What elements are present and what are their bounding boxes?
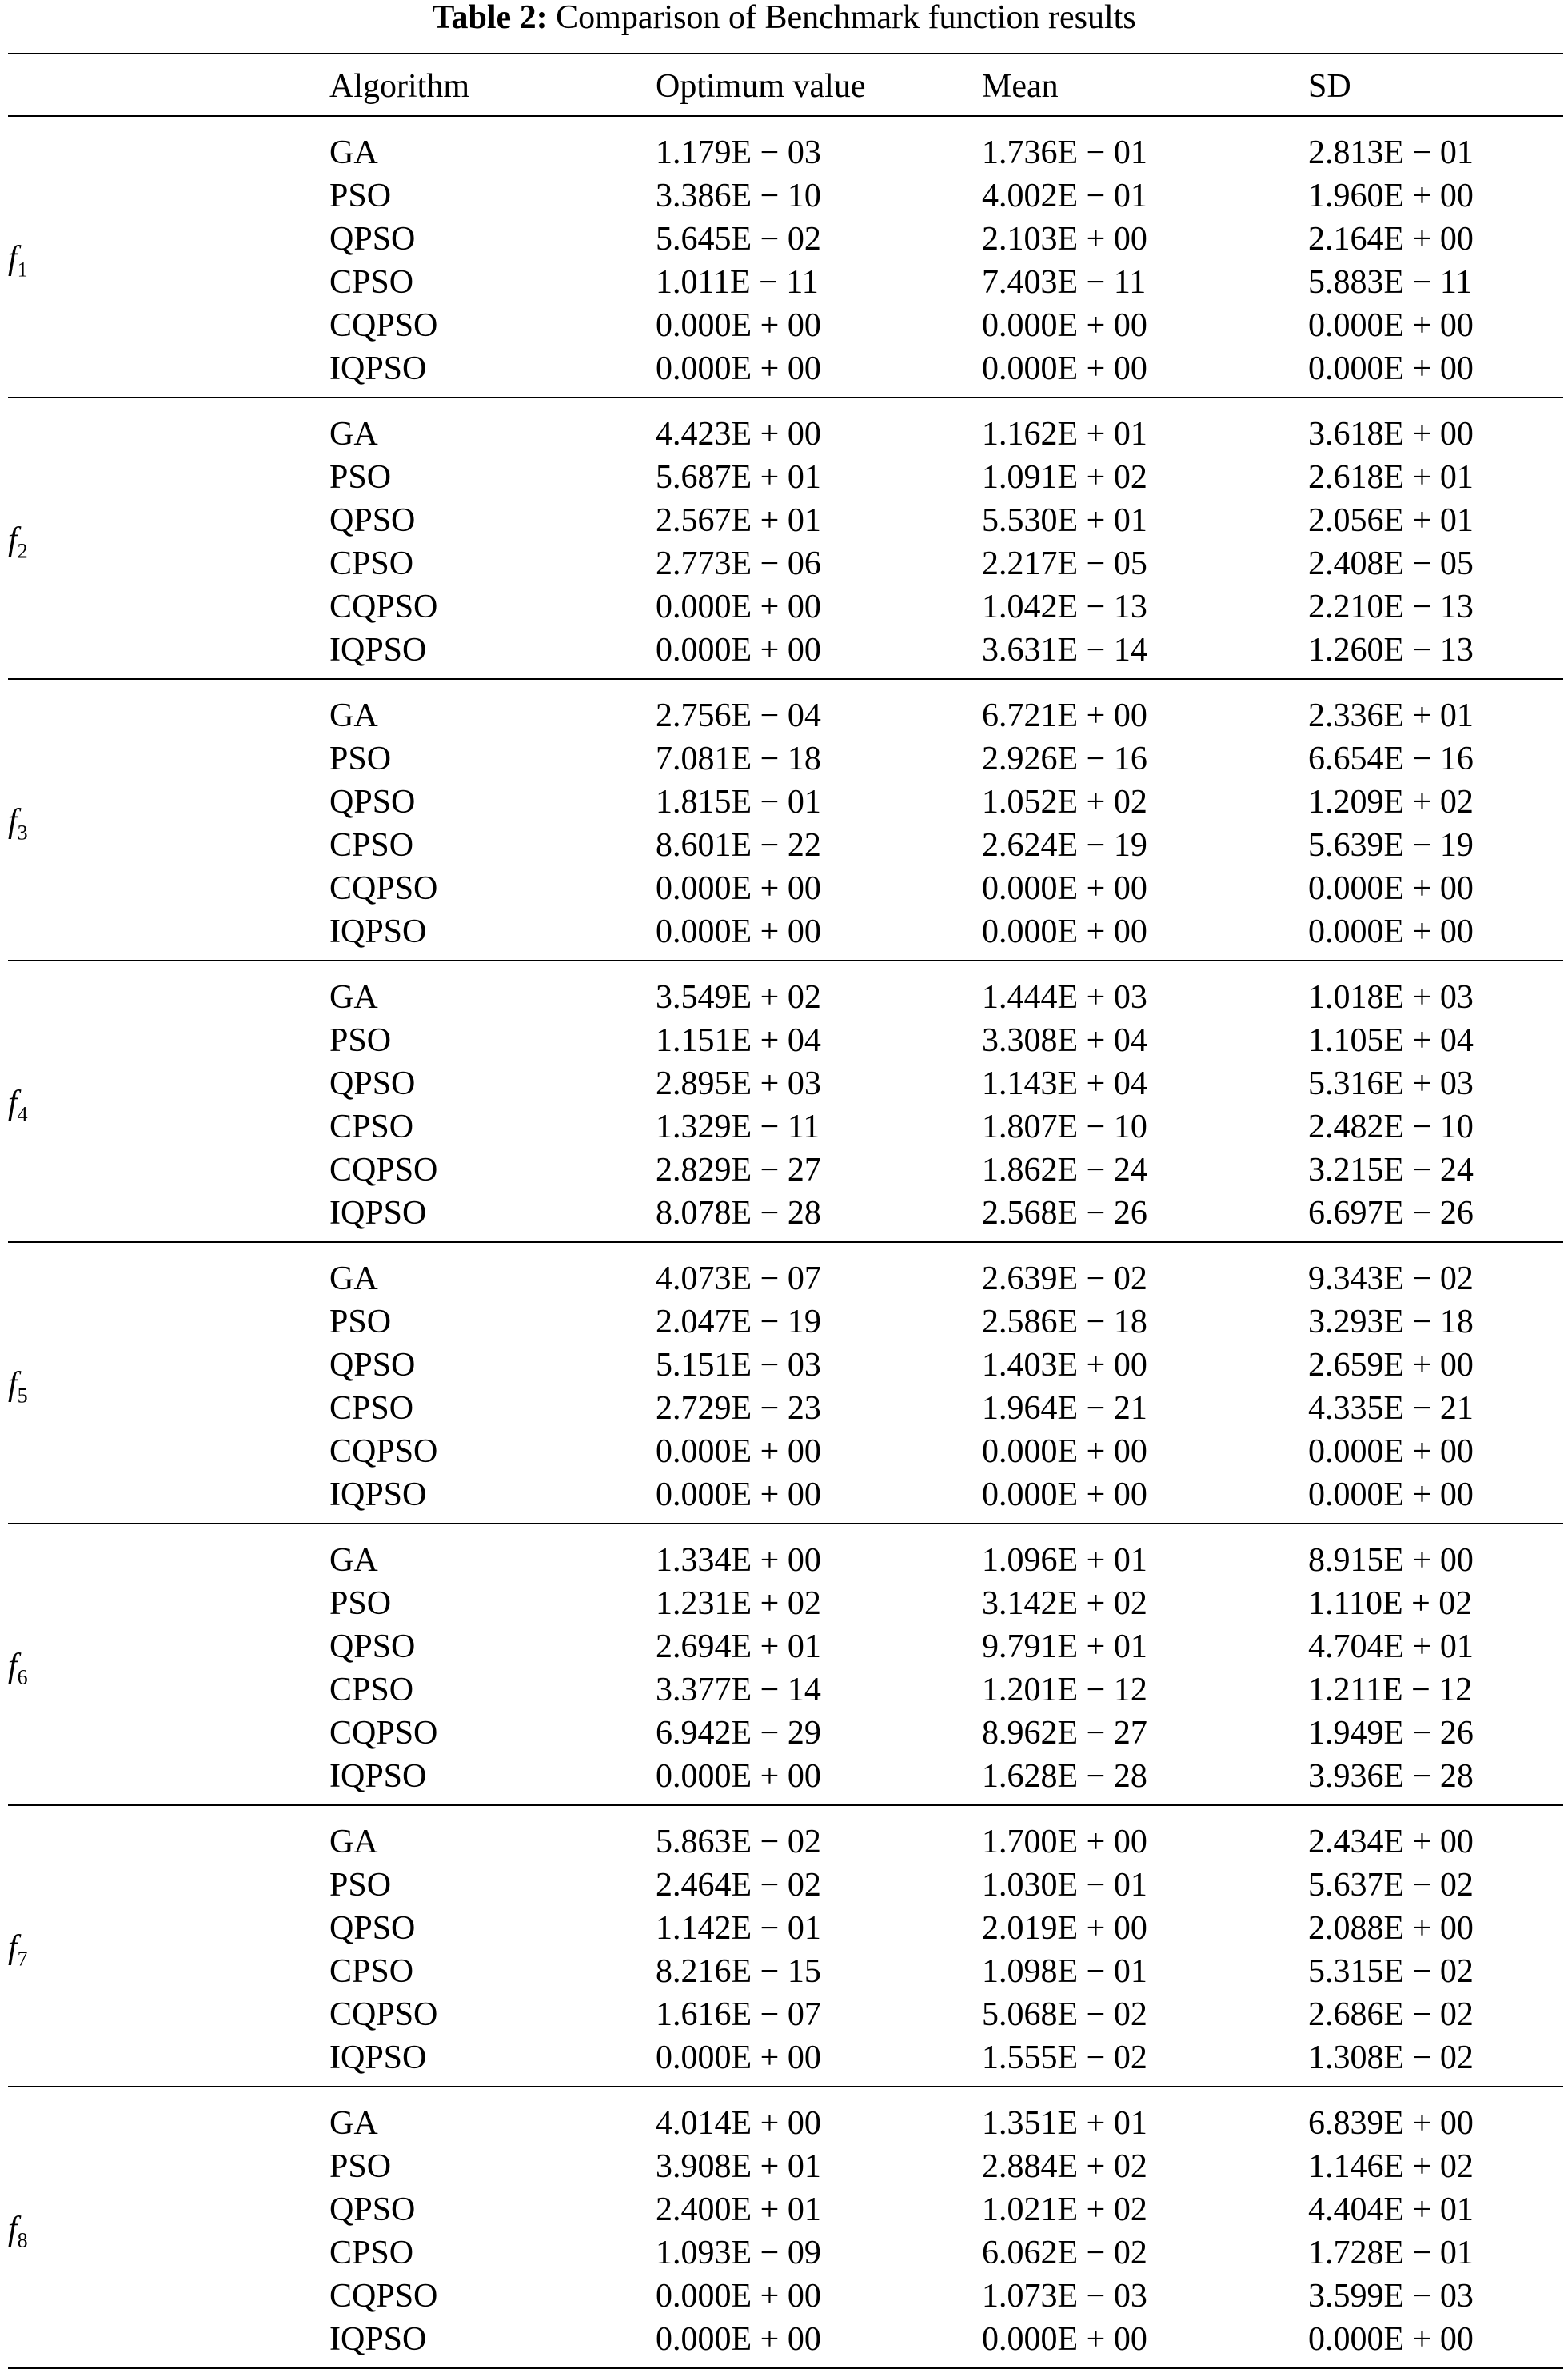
function-subscript: 6: [17, 1665, 28, 1689]
algorithm-cell: CQPSO: [329, 1152, 438, 1188]
mean-cell: 1.862E − 24: [982, 1152, 1147, 1188]
algorithm-cell: IQPSO: [329, 2321, 427, 2358]
sd-cell: 0.000E + 00: [1308, 870, 1474, 907]
optimum-value-cell: 1.093E − 09: [656, 2235, 821, 2271]
mean-cell: 1.042E − 13: [982, 589, 1147, 625]
algorithm-cell: CPSO: [329, 827, 414, 864]
header-row: [8, 54, 1563, 116]
sd-cell: 2.434E + 00: [1308, 1824, 1474, 1860]
mean-cell: 0.000E + 00: [982, 2321, 1147, 2358]
sd-cell: 1.211E − 12: [1308, 1672, 1473, 1708]
sd-cell: 3.936E − 28: [1308, 1758, 1474, 1795]
function-label-cell: [8, 1805, 329, 2087]
mean-cell: 1.030E − 01: [982, 1867, 1147, 1904]
optimum-value-cell: 0.000E + 00: [656, 632, 821, 669]
sd-cell: 2.659E + 00: [1308, 1347, 1474, 1384]
optimum-value-cell: 5.645E − 02: [656, 221, 821, 258]
mean-cell: 1.444E + 03: [982, 979, 1147, 1016]
header-sd: SD: [1308, 54, 1563, 116]
sd-cell: 2.336E + 01: [1308, 697, 1474, 734]
function-name: f: [8, 1084, 18, 1121]
table-row: [8, 2087, 1563, 2145]
sd-cell: 3.293E − 18: [1308, 1304, 1474, 1340]
optimum-value-cell: 2.464E − 02: [656, 1867, 821, 1904]
mean-cell: 2.103E + 00: [982, 221, 1147, 258]
sd-cell: 5.316E + 03: [1308, 1065, 1474, 1102]
function-label-cell: [8, 1524, 329, 1805]
mean-cell: 0.000E + 00: [982, 1433, 1147, 1470]
algorithm-cell: GA: [329, 1542, 378, 1579]
function-name: f: [8, 239, 18, 277]
mean-cell: 1.351E + 01: [982, 2105, 1147, 2142]
algorithm-cell: PSO: [329, 459, 392, 496]
mean-cell: 3.142E + 02: [982, 1585, 1147, 1622]
algorithm-cell: CQPSO: [329, 1996, 438, 2033]
sd-cell: 1.308E − 02: [1308, 2039, 1474, 2076]
algorithm-cell: IQPSO: [329, 350, 427, 387]
algorithm-cell: IQPSO: [329, 1476, 427, 1513]
mean-cell: 2.926E − 16: [982, 741, 1147, 777]
optimum-value-cell: 1.616E − 07: [656, 1996, 821, 2033]
optimum-value-cell: 1.815E − 01: [656, 784, 821, 821]
optimum-value-cell: 2.694E + 01: [656, 1628, 821, 1665]
function-label-cell: [8, 116, 329, 397]
mean-cell: 1.736E − 01: [982, 134, 1147, 171]
algorithm-cell: QPSO: [329, 221, 416, 258]
optimum-value-cell: 7.081E − 18: [656, 741, 821, 777]
function-subscript: 8: [17, 2228, 28, 2252]
function-name: f: [8, 2210, 18, 2247]
mean-cell: 2.217E − 05: [982, 545, 1147, 582]
table-row: [8, 116, 1563, 174]
algorithm-cell: GA: [329, 697, 378, 734]
header-mean: Mean: [982, 54, 1308, 116]
sd-cell: 2.056E + 01: [1308, 502, 1474, 539]
optimum-value-cell: 1.231E + 02: [656, 1585, 821, 1622]
mean-cell: 1.555E − 02: [982, 2039, 1147, 2076]
function-name: f: [8, 1365, 18, 1403]
sd-cell: 1.260E − 13: [1308, 632, 1474, 669]
algorithm-cell: PSO: [329, 741, 392, 777]
mean-cell: 6.721E + 00: [982, 697, 1147, 734]
mean-cell: 2.884E + 02: [982, 2148, 1147, 2185]
table-row: [8, 1524, 1563, 1582]
algorithm-cell: QPSO: [329, 1065, 416, 1102]
algorithm-cell: PSO: [329, 1304, 392, 1340]
mean-cell: 1.096E + 01: [982, 1542, 1147, 1579]
algorithm-cell: CPSO: [329, 264, 414, 301]
mean-cell: 1.052E + 02: [982, 784, 1147, 821]
sd-cell: 1.105E + 04: [1308, 1022, 1474, 1059]
function-subscript: 3: [17, 821, 28, 845]
optimum-value-cell: 5.151E − 03: [656, 1347, 821, 1384]
sd-cell: 9.343E − 02: [1308, 1260, 1474, 1297]
algorithm-cell: GA: [329, 134, 378, 171]
mean-cell: 0.000E + 00: [982, 870, 1147, 907]
algorithm-cell: CPSO: [329, 1672, 414, 1708]
algorithm-cell: PSO: [329, 1867, 392, 1904]
sd-cell: 8.915E + 00: [1308, 1542, 1474, 1579]
optimum-value-cell: 3.377E − 14: [656, 1672, 821, 1708]
sd-cell: 1.949E − 26: [1308, 1715, 1474, 1752]
mean-cell: 0.000E + 00: [982, 1476, 1147, 1513]
algorithm-cell: IQPSO: [329, 632, 427, 669]
sd-cell: 5.883E − 11: [1308, 264, 1473, 301]
algorithm-cell: QPSO: [329, 1628, 416, 1665]
optimum-value-cell: 0.000E + 00: [656, 2278, 821, 2315]
mean-cell: 1.162E + 01: [982, 416, 1147, 453]
table-row: [8, 961, 1563, 1019]
optimum-value-cell: 0.000E + 00: [656, 870, 821, 907]
algorithm-cell: IQPSO: [329, 2039, 427, 2076]
sd-cell: 5.639E − 19: [1308, 827, 1474, 864]
mean-cell: 2.568E − 26: [982, 1195, 1147, 1232]
algorithm-cell: PSO: [329, 178, 392, 214]
optimum-value-cell: 3.549E + 02: [656, 979, 821, 1016]
table-body: [8, 116, 1563, 2368]
optimum-value-cell: 1.151E + 04: [656, 1022, 821, 1059]
sd-cell: 6.839E + 00: [1308, 2105, 1474, 2142]
mean-cell: 6.062E − 02: [982, 2235, 1147, 2271]
optimum-value-cell: 8.078E − 28: [656, 1195, 821, 1232]
sd-cell: 2.618E + 01: [1308, 459, 1474, 496]
sd-cell: 1.110E + 02: [1308, 1585, 1473, 1622]
sd-cell: 1.960E + 00: [1308, 178, 1474, 214]
algorithm-cell: PSO: [329, 1585, 392, 1622]
mean-cell: 8.962E − 27: [982, 1715, 1147, 1752]
function-label-cell: [8, 2087, 329, 2368]
function-name: f: [8, 521, 18, 558]
mean-cell: 2.624E − 19: [982, 827, 1147, 864]
table-row: [8, 1242, 1563, 1300]
sd-cell: 2.482E − 10: [1308, 1109, 1474, 1145]
algorithm-cell: PSO: [329, 2148, 392, 2185]
optimum-value-cell: 6.942E − 29: [656, 1715, 821, 1752]
algorithm-cell: CQPSO: [329, 1715, 438, 1752]
mean-cell: 1.403E + 00: [982, 1347, 1147, 1384]
table-row: [8, 679, 1563, 737]
mean-cell: 3.631E − 14: [982, 632, 1147, 669]
mean-cell: 1.700E + 00: [982, 1824, 1147, 1860]
mean-cell: 1.073E − 03: [982, 2278, 1147, 2315]
algorithm-cell: CPSO: [329, 1953, 414, 1990]
mean-cell: 1.201E − 12: [982, 1672, 1147, 1708]
sd-cell: 5.637E − 02: [1308, 1867, 1474, 1904]
algorithm-cell: IQPSO: [329, 1195, 427, 1232]
sd-cell: 4.704E + 01: [1308, 1628, 1474, 1665]
optimum-value-cell: 1.179E − 03: [656, 134, 821, 171]
sd-cell: 0.000E + 00: [1308, 1433, 1474, 1470]
optimum-value-cell: 0.000E + 00: [656, 1758, 821, 1795]
sd-cell: 2.813E − 01: [1308, 134, 1474, 171]
optimum-value-cell: 5.687E + 01: [656, 459, 821, 496]
mean-cell: 2.639E − 02: [982, 1260, 1147, 1297]
function-label-cell: [8, 1242, 329, 1524]
mean-cell: 1.628E − 28: [982, 1758, 1147, 1795]
algorithm-cell: GA: [329, 1824, 378, 1860]
caption-text: Comparison of Benchmark function results: [556, 0, 1136, 36]
table-header: [8, 54, 1563, 116]
sd-cell: 1.728E − 01: [1308, 2235, 1474, 2271]
optimum-value-cell: 8.601E − 22: [656, 827, 821, 864]
mean-cell: 4.002E − 01: [982, 178, 1147, 214]
header-algorithm: Algorithm: [329, 54, 656, 116]
sd-cell: 0.000E + 00: [1308, 913, 1474, 950]
header-function: [8, 54, 329, 116]
optimum-value-cell: 0.000E + 00: [656, 589, 821, 625]
sd-cell: 1.146E + 02: [1308, 2148, 1474, 2185]
algorithm-cell: CQPSO: [329, 870, 438, 907]
algorithm-cell: QPSO: [329, 502, 416, 539]
sd-cell: 3.618E + 00: [1308, 416, 1474, 453]
optimum-value-cell: 0.000E + 00: [656, 2321, 821, 2358]
optimum-value-cell: 1.011E − 11: [656, 264, 819, 301]
algorithm-cell: CQPSO: [329, 1433, 438, 1470]
sd-cell: 2.210E − 13: [1308, 589, 1474, 625]
function-subscript: 1: [17, 258, 28, 282]
mean-cell: 1.807E − 10: [982, 1109, 1147, 1145]
optimum-value-cell: 2.756E − 04: [656, 697, 821, 734]
optimum-value-cell: 1.142E − 01: [656, 1910, 821, 1947]
mean-cell: 5.530E + 01: [982, 502, 1147, 539]
sd-cell: 2.686E − 02: [1308, 1996, 1474, 2033]
algorithm-cell: QPSO: [329, 784, 416, 821]
mean-cell: 2.586E − 18: [982, 1304, 1147, 1340]
function-name: f: [8, 1647, 18, 1684]
optimum-value-cell: 2.047E − 19: [656, 1304, 821, 1340]
sd-cell: 0.000E + 00: [1308, 350, 1474, 387]
mean-cell: 1.091E + 02: [982, 459, 1147, 496]
algorithm-cell: CQPSO: [329, 589, 438, 625]
sd-cell: 3.599E − 03: [1308, 2278, 1474, 2315]
function-subscript: 2: [17, 539, 28, 563]
algorithm-cell: GA: [329, 416, 378, 453]
optimum-value-cell: 0.000E + 00: [656, 1476, 821, 1513]
sd-cell: 2.088E + 00: [1308, 1910, 1474, 1947]
optimum-value-cell: 3.386E − 10: [656, 178, 821, 214]
table-row: [8, 397, 1563, 456]
function-subscript: 7: [17, 1947, 28, 1971]
mean-cell: 1.098E − 01: [982, 1953, 1147, 1990]
optimum-value-cell: 0.000E + 00: [656, 1433, 821, 1470]
sd-cell: 5.315E − 02: [1308, 1953, 1474, 1990]
sd-cell: 3.215E − 24: [1308, 1152, 1474, 1188]
mean-cell: 1.964E − 21: [982, 1390, 1147, 1427]
algorithm-cell: QPSO: [329, 2191, 416, 2228]
optimum-value-cell: 4.014E + 00: [656, 2105, 821, 2142]
mean-cell: 9.791E + 01: [982, 1628, 1147, 1665]
algorithm-cell: IQPSO: [329, 913, 427, 950]
mean-cell: 2.019E + 00: [982, 1910, 1147, 1947]
algorithm-cell: IQPSO: [329, 1758, 427, 1795]
function-subscript: 4: [17, 1102, 28, 1126]
mean-cell: 1.021E + 02: [982, 2191, 1147, 2228]
optimum-value-cell: 0.000E + 00: [656, 307, 821, 344]
mean-cell: 0.000E + 00: [982, 350, 1147, 387]
function-label-cell: [8, 397, 329, 679]
table-caption: [0, 0, 1568, 35]
sd-cell: 6.654E − 16: [1308, 741, 1474, 777]
mean-cell: 0.000E + 00: [982, 913, 1147, 950]
algorithm-cell: QPSO: [329, 1347, 416, 1384]
mean-cell: 7.403E − 11: [982, 264, 1147, 301]
optimum-value-cell: 3.908E + 01: [656, 2148, 821, 2185]
optimum-value-cell: 4.073E − 07: [656, 1260, 821, 1297]
sd-cell: 0.000E + 00: [1308, 307, 1474, 344]
algorithm-cell: CPSO: [329, 545, 414, 582]
optimum-value-cell: 0.000E + 00: [656, 913, 821, 950]
optimum-value-cell: 8.216E − 15: [656, 1953, 821, 1990]
sd-cell: 0.000E + 00: [1308, 2321, 1474, 2358]
optimum-value-cell: 2.567E + 01: [656, 502, 821, 539]
function-name: f: [8, 1928, 18, 1966]
optimum-value-cell: 0.000E + 00: [656, 350, 821, 387]
sd-cell: 2.408E − 05: [1308, 545, 1474, 582]
algorithm-cell: CPSO: [329, 1390, 414, 1427]
optimum-value-cell: 2.829E − 27: [656, 1152, 821, 1188]
algorithm-cell: GA: [329, 2105, 378, 2142]
optimum-value-cell: 2.895E + 03: [656, 1065, 821, 1102]
sd-cell: 4.335E − 21: [1308, 1390, 1474, 1427]
function-label-cell: [8, 961, 329, 1242]
function-name: f: [8, 802, 18, 840]
caption-label: Table 2:: [432, 0, 548, 36]
mean-cell: 0.000E + 00: [982, 307, 1147, 344]
optimum-value-cell: 2.400E + 01: [656, 2191, 821, 2228]
algorithm-cell: CQPSO: [329, 2278, 438, 2315]
sd-cell: 0.000E + 00: [1308, 1476, 1474, 1513]
mean-cell: 5.068E − 02: [982, 1996, 1147, 2033]
algorithm-cell: CPSO: [329, 2235, 414, 2271]
mean-cell: 1.143E + 04: [982, 1065, 1147, 1102]
sd-cell: 2.164E + 00: [1308, 221, 1474, 258]
header-optimum-value: Optimum value: [656, 54, 982, 116]
algorithm-cell: CPSO: [329, 1109, 414, 1145]
sd-cell: 6.697E − 26: [1308, 1195, 1474, 1232]
results-table: [8, 53, 1563, 2369]
algorithm-cell: QPSO: [329, 1910, 416, 1947]
mean-cell: 3.308E + 04: [982, 1022, 1147, 1059]
optimum-value-cell: 5.863E − 02: [656, 1824, 821, 1860]
sd-cell: 4.404E + 01: [1308, 2191, 1474, 2228]
optimum-value-cell: 0.000E + 00: [656, 2039, 821, 2076]
algorithm-cell: PSO: [329, 1022, 392, 1059]
optimum-value-cell: 2.773E − 06: [656, 545, 821, 582]
table-row: [8, 1805, 1563, 1864]
optimum-value-cell: 4.423E + 00: [656, 416, 821, 453]
function-subscript: 5: [17, 1384, 28, 1408]
algorithm-cell: GA: [329, 1260, 378, 1297]
sd-cell: 1.018E + 03: [1308, 979, 1474, 1016]
function-label-cell: [8, 679, 329, 961]
sd-cell: 1.209E + 02: [1308, 784, 1474, 821]
optimum-value-cell: 2.729E − 23: [656, 1390, 821, 1427]
algorithm-cell: GA: [329, 979, 378, 1016]
optimum-value-cell: 1.329E − 11: [656, 1109, 820, 1145]
algorithm-cell: CQPSO: [329, 307, 438, 344]
optimum-value-cell: 1.334E + 00: [656, 1542, 821, 1579]
